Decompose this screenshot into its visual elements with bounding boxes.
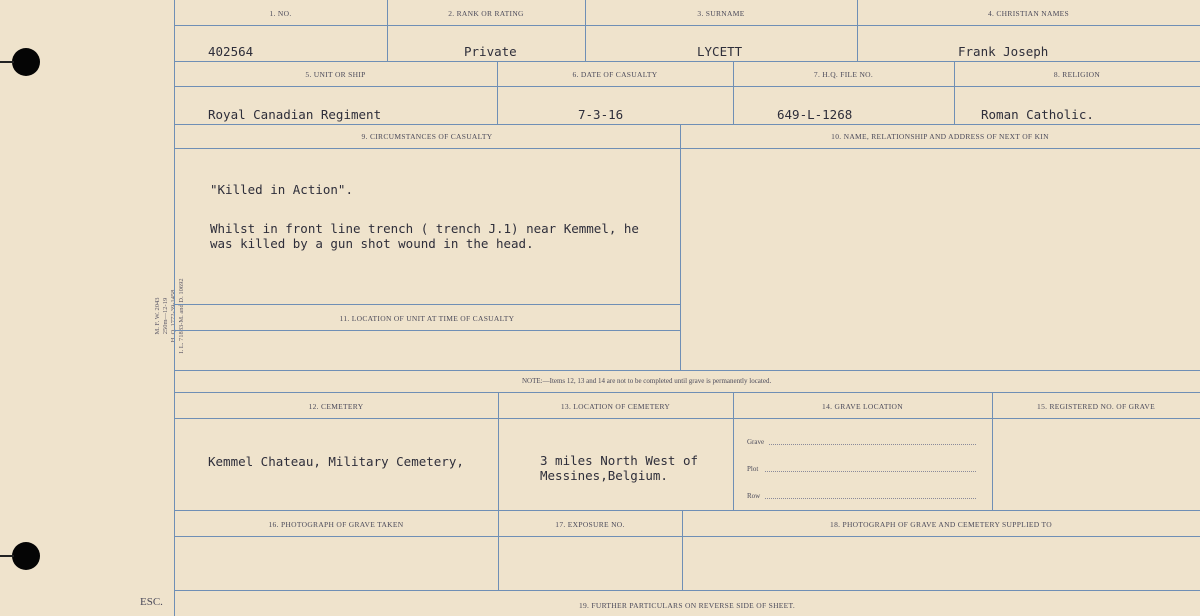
- registered-no-header: 15. REGISTERED NO. OF GRAVE: [1037, 402, 1155, 411]
- cemetery-header: 12. CEMETERY: [308, 402, 364, 411]
- grave-label: Grave: [747, 438, 765, 446]
- cemetery-value: Kemmel Chateau, Military Cemetery,: [208, 454, 464, 469]
- no-header: 1. NO.: [269, 9, 292, 18]
- next-of-kin-header: 10. NAME, RELATIONSHIP AND ADDRESS OF NEXT OF KIN: [831, 132, 1049, 141]
- surname-header: 3. SURNAME: [697, 9, 745, 18]
- religion-header: 8. RELIGION: [1053, 70, 1101, 79]
- date-casualty-value: 7-3-16: [578, 107, 624, 122]
- esc-stamp: ESC.: [140, 596, 163, 608]
- unit-value: Royal Canadian Regiment: [208, 107, 382, 122]
- christian-names-value: Frank Joseph: [958, 44, 1049, 59]
- photo-supplied-header: 18. PHOTOGRAPH OF GRAVE AND CEMETERY SUPPLIED TO: [830, 520, 1052, 529]
- no-value: 402564: [208, 44, 254, 59]
- location-cemetery-value: 3 miles North West of Messines,Belgium.: [540, 453, 699, 483]
- plot-label: Plot: [747, 465, 759, 473]
- location-cemetery-header: 13. LOCATION OF CEMETERY: [560, 402, 671, 411]
- row-dotted-line: [765, 498, 976, 499]
- surname-value: LYCETT: [697, 44, 743, 59]
- punch-hole-bottom: [12, 542, 40, 570]
- grave-dotted-line: [769, 444, 976, 445]
- date-casualty-header: 6. DATE OF CASUALTY: [572, 70, 658, 79]
- row-label: Row: [747, 492, 761, 500]
- rank-header: 2. RANK OR RATING: [448, 9, 524, 18]
- rank-value: Private: [464, 44, 517, 59]
- circumstances-line1: "Killed in Action".: [210, 182, 353, 197]
- further-particulars-header: 19. FURTHER PARTICULARS ON REVERSE SIDE OF SHEET.: [578, 601, 796, 610]
- grave-location-header: 14. GRAVE LOCATION: [822, 402, 903, 411]
- exposure-header: 17. EXPOSURE NO.: [555, 520, 625, 529]
- form-side-print: M. F. W. 2043 250m—12-19 H. Q. 1772-39-1458 I. L. 71883-M. and D. 10692: [154, 278, 185, 354]
- punch-hole-top: [12, 48, 40, 76]
- religion-value: Roman Catholic.: [981, 107, 1094, 122]
- circumstances-header: 9. CIRCUMSTANCES OF CASUALTY: [361, 132, 493, 141]
- punch-hole-bottom-tick: [0, 555, 14, 557]
- hq-file-value: 649-L-1268: [777, 107, 853, 122]
- plot-dotted-line: [765, 471, 976, 472]
- punch-hole-top-tick: [0, 61, 14, 63]
- location-unit-header: 11. LOCATION OF UNIT AT TIME OF CASUALTY: [339, 314, 515, 323]
- unit-header: 5. UNIT OR SHIP: [305, 70, 366, 79]
- christian-names-header: 4. CHRISTIAN NAMES: [987, 9, 1070, 18]
- circumstances-line2: Whilst in front line trench ( trench J.1) near Kemmel, he was killed by a gun shot wound in the head.: [210, 221, 639, 251]
- hq-file-header: 7. H.Q. FILE NO.: [813, 70, 874, 79]
- photo-taken-header: 16. PHOTOGRAPH OF GRAVE TAKEN: [268, 520, 404, 529]
- note-text: NOTE:—Items 12, 13 and 14 are not to be completed until grave is permanently located.: [522, 377, 772, 385]
